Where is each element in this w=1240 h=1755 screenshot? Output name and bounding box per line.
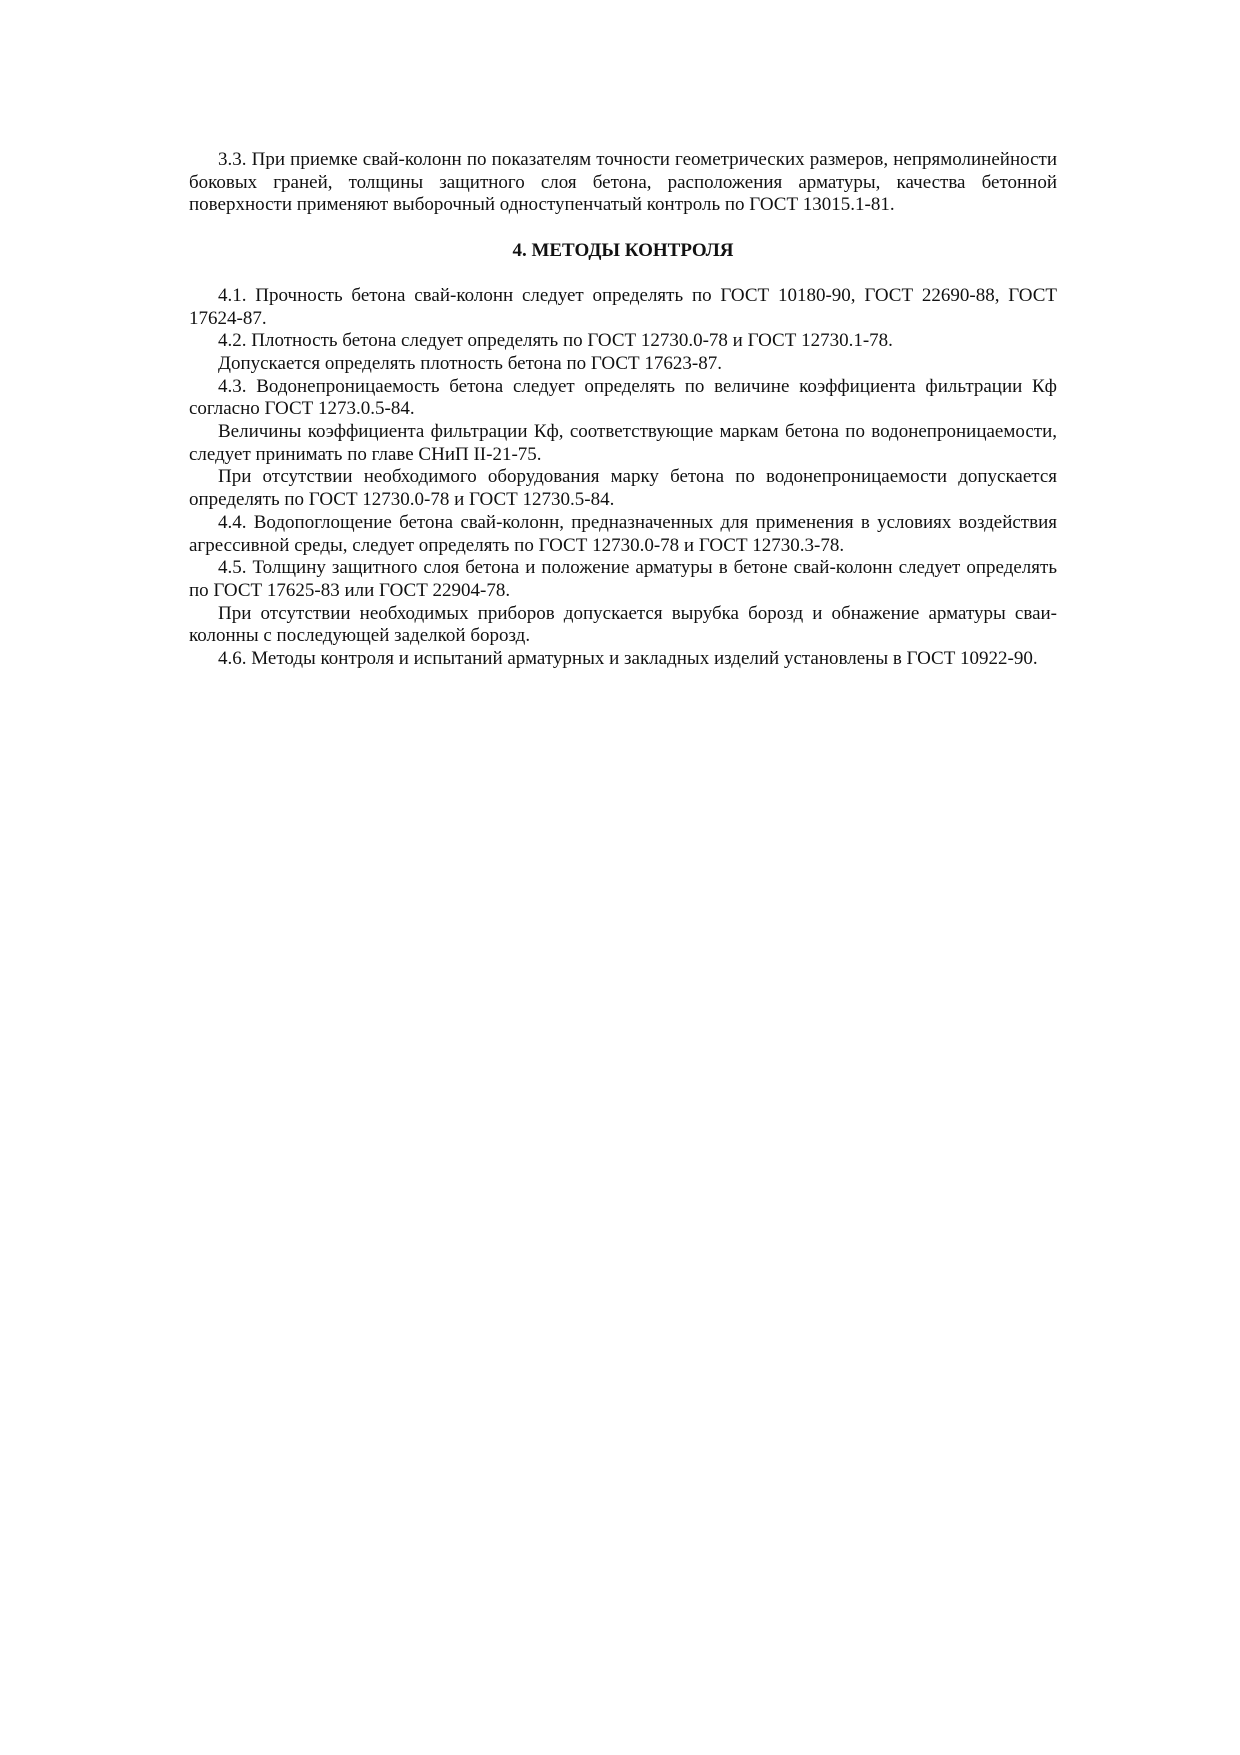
paragraph-4-3-note: При отсутствии необходимого оборудования марку бетона по водонепроницаемости допускается определять по ГОСТ 12730.0-78 и ГОСТ 12730.5-84. (189, 466, 1057, 511)
document-body (189, 149, 1057, 671)
paragraph-4-3-values: Величины коэффициента фильтрации Кф, соответствующие маркам бетона по водонепроницаемости, следует принимать по главе СНиП II-21-75. (189, 421, 1057, 465)
paragraph-4-2-note: Допускается определять плотность бетона по ГОСТ 17623-87. (218, 352, 722, 374)
paragraph-4-1: 4.1. Прочность бетона свай-колонн следует определять по ГОСТ 10180-90, ГОСТ 22690-88, ГОСТ 17624-87. (189, 284, 1057, 329)
paragraph-4-3: 4.3. Водонепроницаемость бетона следует определять по величине коэффициента фильтрации Кф согласно ГОСТ 1273.0.5-84. (189, 375, 1057, 420)
paragraph-4-6: 4.6. Методы контроля и испытаний арматурных и закладных изделий установлены в ГОСТ 10922-90. (218, 648, 1038, 670)
paragraph-4-4: 4.4. Водопоглощение бетона свай-колонн, предназначенных для применения в условиях воздействия агрессивной среды, следует определять по ГОСТ 12730.0-78 и ГОСТ 12730.3-78. (189, 511, 1057, 556)
paragraph-4-2: 4.2. Плотность бетона следует определять по ГОСТ 12730.0-78 и ГОСТ 12730.1-78. (218, 330, 893, 352)
paragraph-4-5-note: При отсутствии необходимых приборов допускается вырубка борозд и обнажение арматуры сваи-колонны с последующей заделкой борозд. (189, 602, 1057, 647)
section-title: 4. МЕТОДЫ КОНТРОЛЯ (512, 240, 734, 262)
paragraph-4-5: 4.5. Толщину защитного слоя бетона и положение арматуры в бетоне свай-колонн следует определять по ГОСТ 17625-83 или ГОСТ 22904-78. (189, 557, 1057, 601)
paragraph-3-3: 3.3. При приемке свай-колонн по показателям точности геометрических размеров, непрямолинейности боковых граней, толщины защитного слоя бетона, расположения арматуры, качества бетонной поверхности применяют выборочный одноступенчатый контроль по ГОСТ 13015.1-81. (189, 149, 1057, 216)
